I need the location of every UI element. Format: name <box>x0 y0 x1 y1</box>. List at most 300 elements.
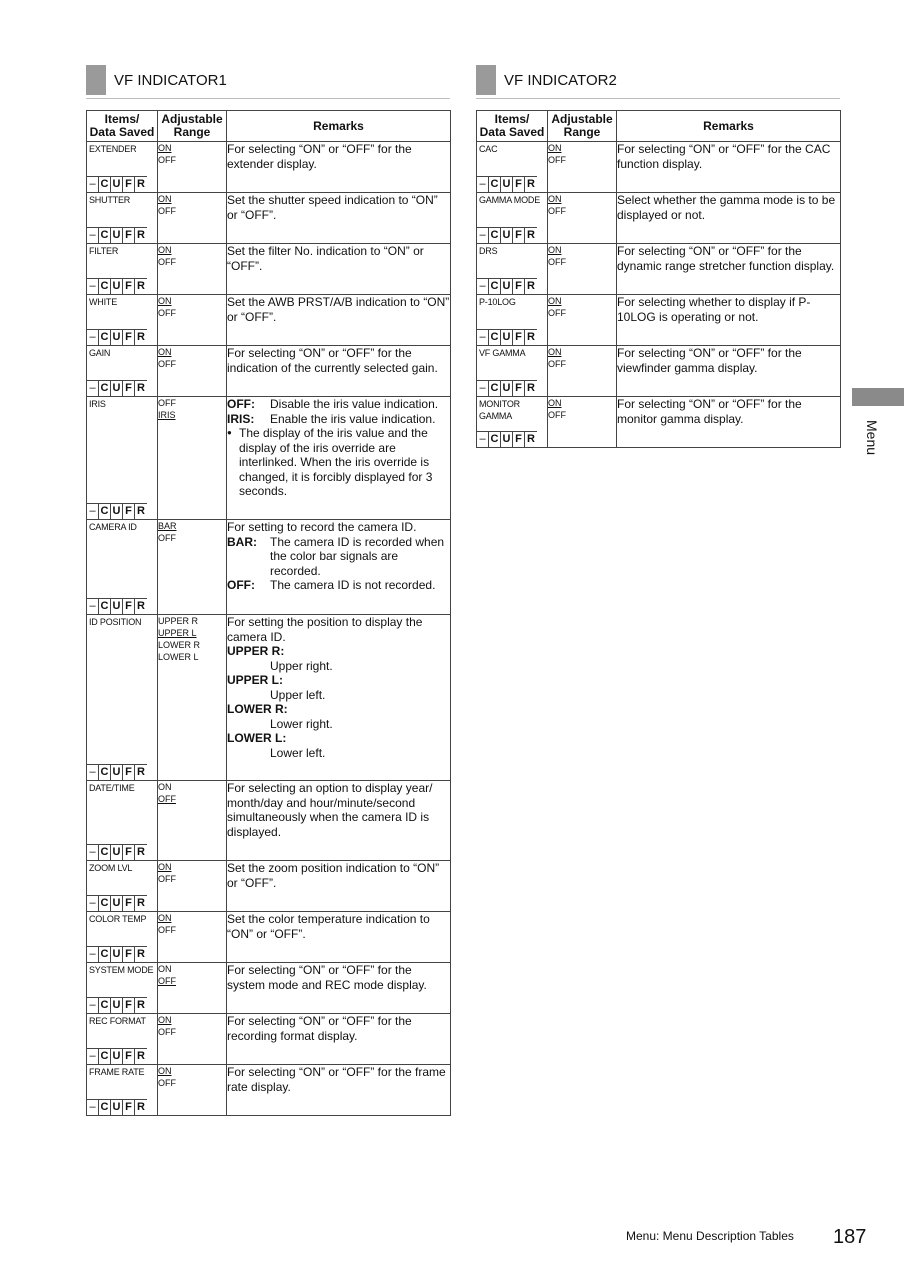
item-cell <box>477 244 548 295</box>
remark-definition <box>227 535 450 579</box>
flag-r: R <box>137 846 145 858</box>
remarks-cell <box>617 397 841 448</box>
item-name: WHITE <box>89 297 117 307</box>
range-option: ON <box>548 245 562 255</box>
table-row <box>87 963 451 1014</box>
remark-text: For selecting “ON” or “OFF” for the recording format display. <box>227 1014 412 1043</box>
table-row <box>87 912 451 963</box>
item-name: SYSTEM MODE <box>89 965 154 975</box>
section-marker <box>476 65 496 95</box>
range-cell <box>158 295 227 346</box>
range-option: OFF <box>158 206 176 216</box>
range-option: ON <box>548 398 562 408</box>
range-option: ON <box>548 143 562 153</box>
flag-dash: – <box>477 228 489 243</box>
remarks-cell <box>227 520 451 615</box>
remark-key: OFF: <box>227 397 255 411</box>
item-cell <box>477 142 548 193</box>
flag-c: C <box>99 1049 111 1064</box>
flag-r: R <box>137 382 145 394</box>
remark-text: Select whether the gamma mode is to be displayed or not. <box>617 193 836 222</box>
table-row <box>87 142 451 193</box>
flag-c: C <box>99 330 111 345</box>
range-option: OFF <box>158 155 176 165</box>
flag-f: F <box>123 330 135 345</box>
range-option: UPPER R <box>158 616 199 626</box>
flag-dash: – <box>87 599 99 614</box>
range-option: OFF <box>158 794 176 804</box>
flag-dash: – <box>87 998 99 1013</box>
remark-key: LOWER R: <box>227 702 288 716</box>
range-cell <box>158 861 227 912</box>
remark-definition <box>227 412 450 427</box>
item-name: CAMERA ID <box>89 522 137 532</box>
table-row <box>477 142 841 193</box>
flag-u: U <box>501 330 513 345</box>
flag-dash: – <box>87 1049 99 1064</box>
remarks-cell <box>617 193 841 244</box>
item-cell <box>87 1065 158 1116</box>
flag-c: C <box>99 845 111 860</box>
flag-r: R <box>137 948 145 960</box>
item-cell <box>87 520 158 615</box>
remarks-cell <box>227 1065 451 1116</box>
flag-u: U <box>111 177 123 192</box>
table-row <box>87 861 451 912</box>
flag-dash: – <box>87 330 99 345</box>
remarks-cell <box>227 346 451 397</box>
item-name: GAMMA MODE <box>479 195 541 205</box>
flag-dash: – <box>477 279 489 294</box>
range-option: OFF <box>158 359 176 369</box>
flag-c: C <box>489 432 501 447</box>
vf-indicator2-table <box>476 110 841 448</box>
data-saved-flags <box>87 503 147 519</box>
remark-definition <box>227 397 450 412</box>
flag-c: C <box>99 279 111 294</box>
remark-text: For selecting “ON” or “OFF” for the indication of the currently selected gain. <box>227 346 438 375</box>
data-saved-flags <box>87 1099 147 1115</box>
range-option: OFF <box>548 206 566 216</box>
remarks-cell <box>227 295 451 346</box>
data-saved-flags <box>477 227 537 243</box>
flag-f: F <box>513 432 525 447</box>
range-option: OFF <box>158 398 176 408</box>
flag-r: R <box>137 178 145 190</box>
header-remarks: Remarks <box>227 111 451 142</box>
data-saved-flags <box>477 431 537 447</box>
vf-indicator2-header <box>476 65 840 95</box>
flag-f: F <box>123 1100 135 1115</box>
range-option: OFF <box>158 925 176 935</box>
flag-u: U <box>111 998 123 1013</box>
data-saved-flags <box>87 329 147 345</box>
remark-text: For selecting “ON” or “OFF” for the viewfinder gamma display. <box>617 346 802 375</box>
vf-indicator1-header <box>86 65 450 95</box>
remarks-cell <box>227 1014 451 1065</box>
range-cell <box>158 193 227 244</box>
flag-c: C <box>99 504 111 519</box>
vf-indicator1-table <box>86 110 451 1116</box>
remarks-cell <box>227 912 451 963</box>
flag-u: U <box>111 381 123 396</box>
data-saved-flags <box>87 997 147 1013</box>
table-row <box>87 244 451 295</box>
range-cell <box>158 142 227 193</box>
range-option: OFF <box>158 308 176 318</box>
table-row <box>87 397 451 520</box>
flag-dash: – <box>87 1100 99 1115</box>
flag-dash: – <box>477 381 489 396</box>
remark-key: IRIS: <box>227 411 255 426</box>
remark-text: For selecting “ON” or “OFF” for the frame rate display. <box>227 1065 446 1094</box>
section-title: VF INDICATOR2 <box>504 71 617 89</box>
range-option: OFF <box>548 359 566 369</box>
flag-r: R <box>137 600 145 612</box>
item-name: ID POSITION <box>89 617 142 627</box>
table-row <box>477 244 841 295</box>
flag-f: F <box>123 998 135 1013</box>
item-cell <box>87 963 158 1014</box>
flag-c: C <box>99 228 111 243</box>
flag-u: U <box>501 279 513 294</box>
side-tab-marker <box>852 388 904 406</box>
flag-dash: – <box>87 279 99 294</box>
remark-key: BAR: <box>227 534 257 549</box>
remarks-cell <box>227 244 451 295</box>
data-saved-flags <box>87 176 147 192</box>
range-cell <box>158 963 227 1014</box>
item-name: SHUTTER <box>89 195 131 205</box>
data-saved-flags <box>87 946 147 962</box>
table-row <box>87 520 451 615</box>
range-cell <box>548 193 617 244</box>
flag-f: F <box>123 896 135 911</box>
remark-key: LOWER L: <box>227 731 287 745</box>
data-saved-flags <box>87 598 147 614</box>
table-row <box>87 295 451 346</box>
range-option: BAR <box>158 521 177 531</box>
data-saved-flags <box>87 278 147 294</box>
remarks-cell <box>227 142 451 193</box>
item-name: EXTENDER <box>89 144 137 154</box>
flag-r: R <box>137 1050 145 1062</box>
data-saved-flags <box>477 176 537 192</box>
remarks-cell <box>617 295 841 346</box>
remark-text: For selecting an option to display year/ month/day and hour/minute/second simultaneously when the camera ID is displayed. <box>227 781 433 839</box>
table-row <box>87 1014 451 1065</box>
remark-value: The camera ID is not recorded. <box>270 578 436 592</box>
flag-u: U <box>111 1049 123 1064</box>
flag-f: F <box>123 381 135 396</box>
range-option: OFF <box>158 257 176 267</box>
item-cell <box>87 615 158 781</box>
flag-r: R <box>137 280 145 292</box>
flag-dash: – <box>87 381 99 396</box>
remark-key: UPPER L: <box>227 673 284 687</box>
flag-r: R <box>527 229 535 241</box>
range-option: OFF <box>548 155 566 165</box>
flag-c: C <box>99 381 111 396</box>
remark-text: Set the shutter speed indication to “ON” or “OFF”. <box>227 193 438 222</box>
flag-dash: – <box>87 228 99 243</box>
flag-f: F <box>513 228 525 243</box>
remark-bullet <box>227 426 450 499</box>
flag-dash: – <box>87 947 99 962</box>
range-option: ON <box>158 347 172 357</box>
range-option: OFF <box>548 257 566 267</box>
flag-c: C <box>99 947 111 962</box>
range-cell <box>158 346 227 397</box>
flag-f: F <box>513 330 525 345</box>
remark-definition <box>227 578 450 593</box>
remarks-cell <box>227 781 451 861</box>
section-marker <box>86 65 106 95</box>
flag-c: C <box>489 177 501 192</box>
flag-r: R <box>527 178 535 190</box>
flag-f: F <box>123 228 135 243</box>
range-cell <box>158 1014 227 1065</box>
item-name: FILTER <box>89 246 119 256</box>
item-cell <box>477 295 548 346</box>
flag-f: F <box>513 177 525 192</box>
remark-key: OFF: <box>227 578 255 592</box>
remark-text: For selecting “ON” or “OFF” for the monitor gamma display. <box>617 397 802 426</box>
flag-r: R <box>137 1101 145 1113</box>
section-rule <box>86 98 450 99</box>
item-name: ZOOM LVL <box>89 863 133 873</box>
section-title: VF INDICATOR1 <box>114 71 227 89</box>
flag-f: F <box>123 1049 135 1064</box>
data-saved-flags <box>87 1048 147 1064</box>
remark-text: For setting the position to display the camera ID. <box>227 615 423 644</box>
data-saved-flags <box>477 380 537 396</box>
item-name: CAC <box>479 144 498 154</box>
remark-text: Set the color temperature indication to “ON” or “OFF”. <box>227 912 430 941</box>
header-range: Adjustable Range <box>158 111 227 142</box>
range-option: ON <box>158 143 172 153</box>
range-option: OFF <box>158 1027 176 1037</box>
table-row <box>87 346 451 397</box>
flag-f: F <box>123 845 135 860</box>
range-cell <box>548 142 617 193</box>
item-cell <box>87 912 158 963</box>
remark-text: Set the AWB PRST/A/B indication to “ON” or “OFF”. <box>227 295 450 324</box>
flag-r: R <box>137 766 145 778</box>
footer-text: Menu: Menu Description Tables <box>626 1229 794 1243</box>
remark-bullet-text: The display of the iris value and the display of the iris override are interlinked. When the iris override is changed, it is forcibly displayed for 3 seconds. <box>239 426 433 498</box>
flag-f: F <box>123 504 135 519</box>
range-cell <box>158 244 227 295</box>
remark-key: UPPER R: <box>227 644 285 658</box>
flag-u: U <box>501 177 513 192</box>
header-items: Items/ Data Saved <box>477 111 548 142</box>
item-name: DATE/TIME <box>89 783 135 793</box>
table-row <box>477 397 841 448</box>
range-cell <box>158 1065 227 1116</box>
bullet-icon: ● <box>227 428 232 437</box>
flag-r: R <box>527 331 535 343</box>
flag-dash: – <box>87 896 99 911</box>
item-name: IRIS <box>89 399 106 409</box>
data-saved-flags <box>87 844 147 860</box>
flag-r: R <box>137 331 145 343</box>
item-cell <box>87 781 158 861</box>
flag-u: U <box>111 228 123 243</box>
flag-dash: – <box>87 845 99 860</box>
range-option: ON <box>548 194 562 204</box>
flag-u: U <box>501 228 513 243</box>
flag-r: R <box>527 433 535 445</box>
remark-value: Upper right. <box>270 658 333 673</box>
table-header-row <box>477 111 841 142</box>
remark-text: For selecting whether to display if P-10LOG is operating or not. <box>617 295 811 324</box>
remark-value: Lower right. <box>270 716 333 731</box>
remarks-cell <box>617 346 841 397</box>
range-option: ON <box>548 347 562 357</box>
range-option: ON <box>548 296 562 306</box>
flag-u: U <box>111 599 123 614</box>
range-option: OFF <box>158 1078 176 1088</box>
data-saved-flags <box>477 278 537 294</box>
flag-u: U <box>111 896 123 911</box>
header-remarks: Remarks <box>617 111 841 142</box>
range-option: ON <box>158 964 172 974</box>
flag-dash: – <box>87 177 99 192</box>
table-row <box>477 295 841 346</box>
item-cell <box>87 861 158 912</box>
data-saved-flags <box>87 227 147 243</box>
remarks-cell <box>617 142 841 193</box>
table-header-row <box>87 111 451 142</box>
flag-dash: – <box>477 432 489 447</box>
flag-u: U <box>111 1100 123 1115</box>
range-option: ON <box>158 245 172 255</box>
range-option: ON <box>158 296 172 306</box>
flag-c: C <box>99 896 111 911</box>
item-name: VF GAMMA <box>479 348 526 358</box>
range-option: ON <box>158 194 172 204</box>
flag-c: C <box>489 381 501 396</box>
range-option: OFF <box>158 976 176 986</box>
flag-f: F <box>513 279 525 294</box>
flag-f: F <box>123 947 135 962</box>
flag-u: U <box>501 432 513 447</box>
range-cell <box>158 397 227 520</box>
remark-text: For selecting “ON” or “OFF” for the dynamic range stretcher function display. <box>617 244 835 273</box>
flag-dash: – <box>477 177 489 192</box>
remark-text: For selecting “ON” or “OFF” for the CAC function display. <box>617 142 831 171</box>
flag-u: U <box>111 504 123 519</box>
page-number: 187 <box>833 1226 867 1248</box>
range-cell <box>548 244 617 295</box>
remark-text: For selecting “ON” or “OFF” for the extender display. <box>227 142 412 171</box>
flag-f: F <box>123 599 135 614</box>
flag-c: C <box>99 765 111 780</box>
item-cell <box>477 193 548 244</box>
table-row <box>477 193 841 244</box>
data-saved-flags <box>87 380 147 396</box>
flag-r: R <box>527 382 535 394</box>
side-tab-label: Menu <box>864 420 880 456</box>
table-row <box>477 346 841 397</box>
range-cell <box>158 781 227 861</box>
flag-c: C <box>99 177 111 192</box>
range-option: OFF <box>158 874 176 884</box>
item-name: DRS <box>479 246 498 256</box>
range-option: LOWER R <box>158 640 201 650</box>
flag-f: F <box>123 177 135 192</box>
remark-text: Set the filter No. indication to “ON” or “OFF”. <box>227 244 424 273</box>
item-name: REC FORMAT <box>89 1016 146 1026</box>
range-option: LOWER L <box>158 652 199 662</box>
table-row <box>87 193 451 244</box>
range-option: OFF <box>158 533 176 543</box>
flag-dash: – <box>87 765 99 780</box>
item-cell <box>87 397 158 520</box>
range-option: OFF <box>548 308 566 318</box>
item-name: P-10LOG <box>479 297 516 307</box>
item-cell <box>477 397 548 448</box>
flag-u: U <box>111 330 123 345</box>
item-cell <box>87 142 158 193</box>
flag-r: R <box>137 505 145 517</box>
item-cell <box>87 346 158 397</box>
range-option: ON <box>158 1066 172 1076</box>
range-cell <box>158 615 227 781</box>
range-cell <box>158 912 227 963</box>
remark-value: Disable the iris value indication. <box>270 397 439 411</box>
remark-value: Enable the iris value indication. <box>270 411 436 426</box>
item-name: FRAME RATE <box>89 1067 145 1077</box>
table-row <box>87 781 451 861</box>
flag-f: F <box>513 381 525 396</box>
remarks-cell <box>227 397 451 520</box>
flag-u: U <box>111 279 123 294</box>
flag-f: F <box>123 279 135 294</box>
range-option: IRIS <box>158 410 176 420</box>
remarks-cell <box>227 193 451 244</box>
flag-f: F <box>123 765 135 780</box>
range-cell <box>548 295 617 346</box>
range-option: ON <box>158 913 172 923</box>
flag-c: C <box>489 228 501 243</box>
data-saved-flags <box>87 895 147 911</box>
item-cell <box>87 295 158 346</box>
remarks-cell <box>617 244 841 295</box>
section-rule <box>476 98 840 99</box>
range-cell <box>548 346 617 397</box>
header-items: Items/ Data Saved <box>87 111 158 142</box>
item-name: GAIN <box>89 348 111 358</box>
flag-r: R <box>137 229 145 241</box>
range-cell <box>548 397 617 448</box>
flag-c: C <box>99 599 111 614</box>
item-cell <box>87 244 158 295</box>
flag-r: R <box>137 999 145 1011</box>
table-row <box>87 1065 451 1116</box>
remark-text: For setting to record the camera ID. <box>227 520 417 534</box>
remark-value: Lower left. <box>270 745 326 760</box>
flag-r: R <box>527 280 535 292</box>
table-row <box>87 615 451 781</box>
remark-text: For selecting “ON” or “OFF” for the system mode and REC mode display. <box>227 963 427 992</box>
remark-text: Set the zoom position indication to “ON” or “OFF”. <box>227 861 440 890</box>
flag-dash: – <box>87 504 99 519</box>
remark-value: Upper left. <box>270 687 326 702</box>
range-option: ON <box>158 862 172 872</box>
range-option: OFF <box>548 410 566 420</box>
